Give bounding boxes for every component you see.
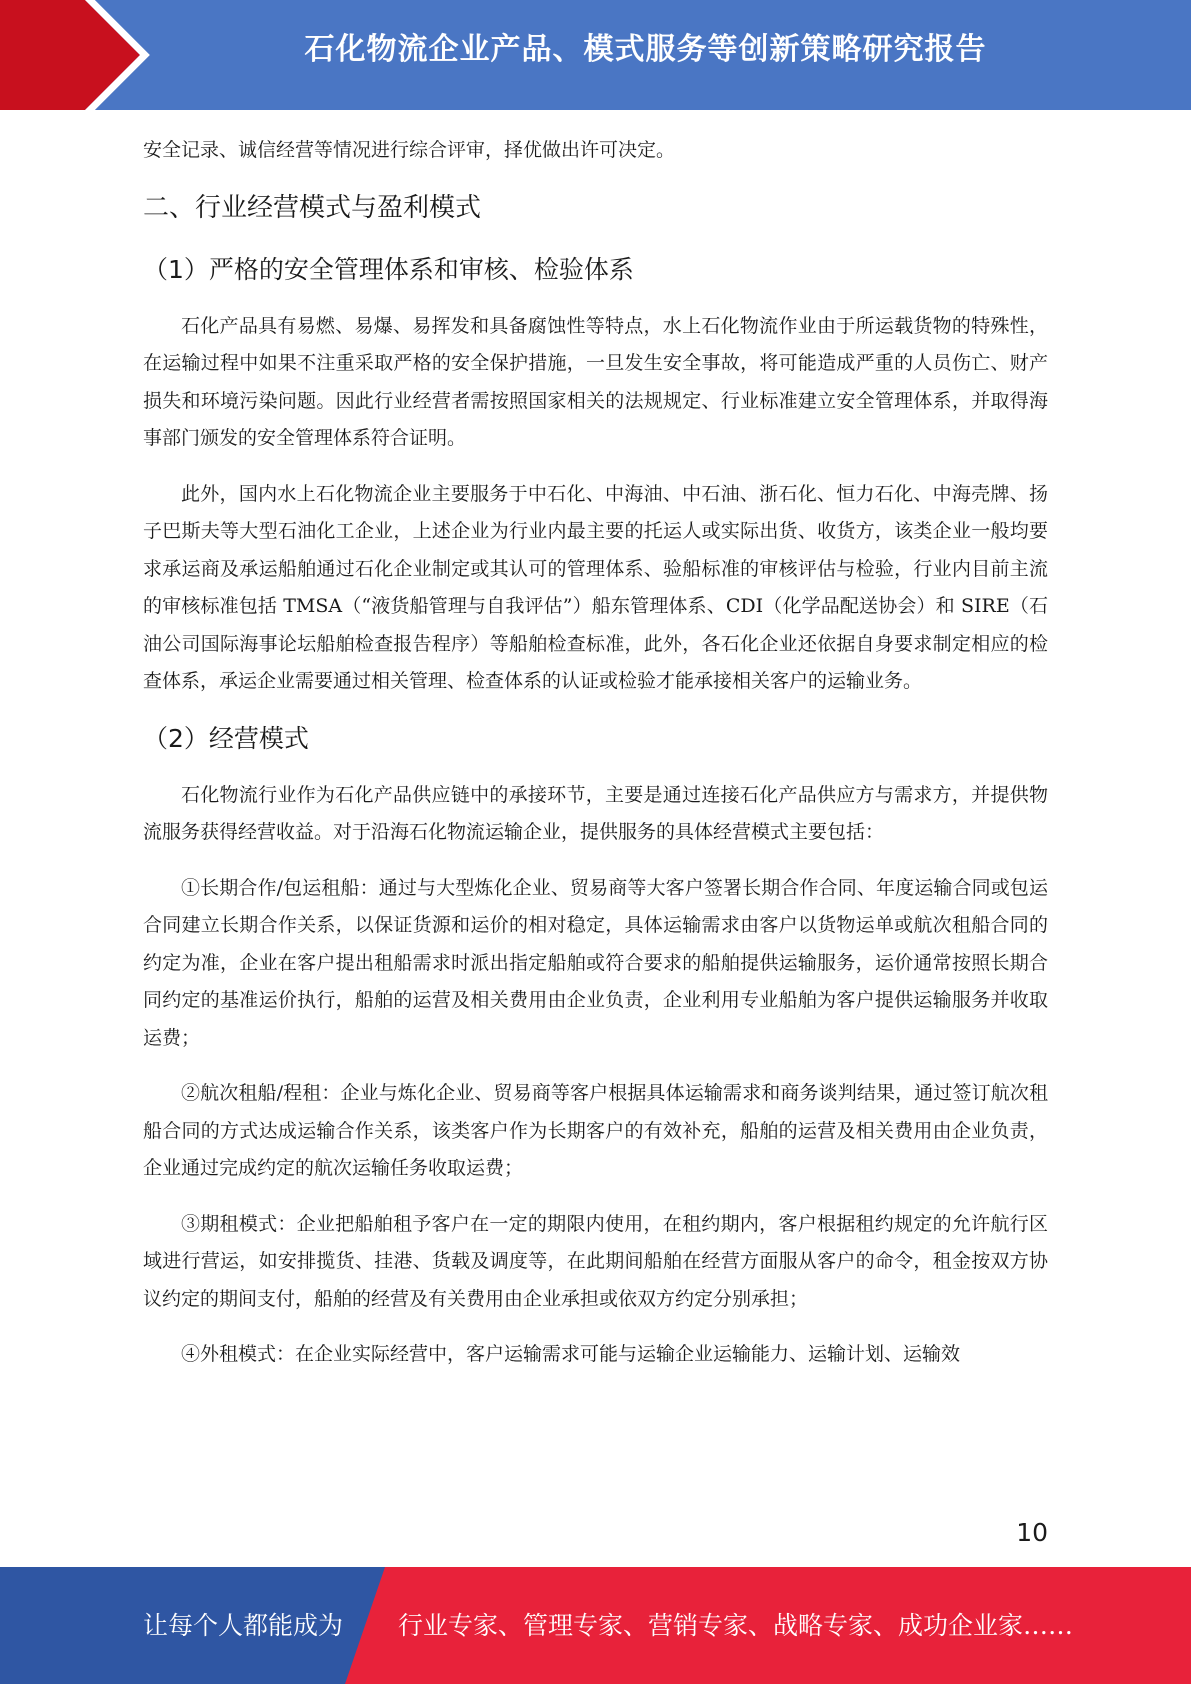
page-number: 10: [1016, 1518, 1048, 1547]
paragraph: ①长期合作/包运租船：通过与大型炼化企业、贸易商等大客户签署长期合作合同、年度运输合同或包运合同建立长期合作关系，以保证货源和运价的相对稳定，具体运输需求由客户以货物运单或航次租船合同的约定为准，企业在客户提出租船需求时派出指定船舶或符合要求的船舶提供运输服务，运价通常按照长期合同约定的基准运价执行，船舶的运营及相关费用由企业负责，企业利用专业船舶为客户提供运输服务并收取运费；: [143, 876, 1048, 1049]
paragraph: 此外，国内水上石化物流企业主要服务于中石化、中海油、中石油、浙石化、恒力石化、中海壳牌、扬子巴斯夫等大型石油化工企业，上述企业为行业内最主要的托运人或实际出货、收货方，该类企业一般均要求承运商及承运船舶通过石化企业制定或其认可的管理体系、验船标准的审核评估与检验，行业内目前主流的审核标准包括 TMSA（“液货船管理与自我评估”）船东管理体系、CDI（化学品配送协会）和 SIRE（石油公司国际海事论坛船舶检查报告程序）等船舶检查标准，此外，各石化企业还依据自身要求制定相应的检查体系，承运企业需要通过相关管理、检查体系的认证或检验才能承接相关客户的运输业务。: [143, 482, 1048, 692]
document-body: [143, 132, 1048, 1392]
paragraph: 石化产品具有易燃、易爆、易挥发和具备腐蚀性等特点，水上石化物流作业由于所运载货物的特殊性，在运输过程中如果不注重采取严格的安全保护措施，一旦发生安全事故，将可能造成严重的人员伤亡、财产损失和环境污染问题。因此行业经营者需按照国家相关的法规规定、行业标准建立安全管理体系，并取得海事部门颁发的安全管理体系符合证明。: [143, 314, 1048, 449]
paragraph: ④外租模式：在企业实际经营中，客户运输需求可能与运输企业运输能力、运输计划、运输效: [181, 1343, 961, 1365]
footer-slogan-left: 让每个人都能成为: [143, 1611, 344, 1640]
section-heading: 二、行业经营模式与盈利模式: [143, 192, 482, 223]
page-footer: [0, 1567, 1191, 1684]
subsection-heading-2: （2）经营模式: [143, 723, 309, 753]
header-chevron-decoration: [0, 0, 160, 110]
page-header: [0, 0, 1191, 110]
paragraph: ③期租模式：企业把船舶租予客户在一定的期限内使用，在租约期内，客户根据租约规定的允许航行区域进行营运，如安排揽货、挂港、货载及调度等，在此期间船舶在经营方面服从客户的命令，租金按双方协议约定的期间支付，船舶的经营及有关费用由企业承担或依双方约定分别承担；: [143, 1212, 1048, 1310]
report-title: 石化物流企业产品、模式服务等创新策略研究报告: [304, 32, 987, 67]
intro-paragraph: 安全记录、诚信经营等情况进行综合评审，择优做出许可决定。: [143, 139, 676, 161]
paragraph: 石化物流行业作为石化产品供应链中的承接环节，主要是通过连接石化产品供应方与需求方，并提供物流服务获得经营收益。对于沿海石化物流运输企业，提供服务的具体经营模式主要包括：: [143, 783, 1048, 843]
subsection-heading-1: （1）严格的安全管理体系和审核、检验体系: [143, 254, 634, 284]
footer-slogan-right: 行业专家、管理专家、营销专家、战略专家、成功企业家……: [398, 1611, 1074, 1640]
paragraph: ②航次租船/程租：企业与炼化企业、贸易商等客户根据具体运输需求和商务谈判结果，通过签订航次租船合同的方式达成运输合作关系，该类客户作为长期客户的有效补充，船舶的运营及相关费用由企业负责，企业通过完成约定的航次运输任务收取运费；: [143, 1082, 1048, 1179]
